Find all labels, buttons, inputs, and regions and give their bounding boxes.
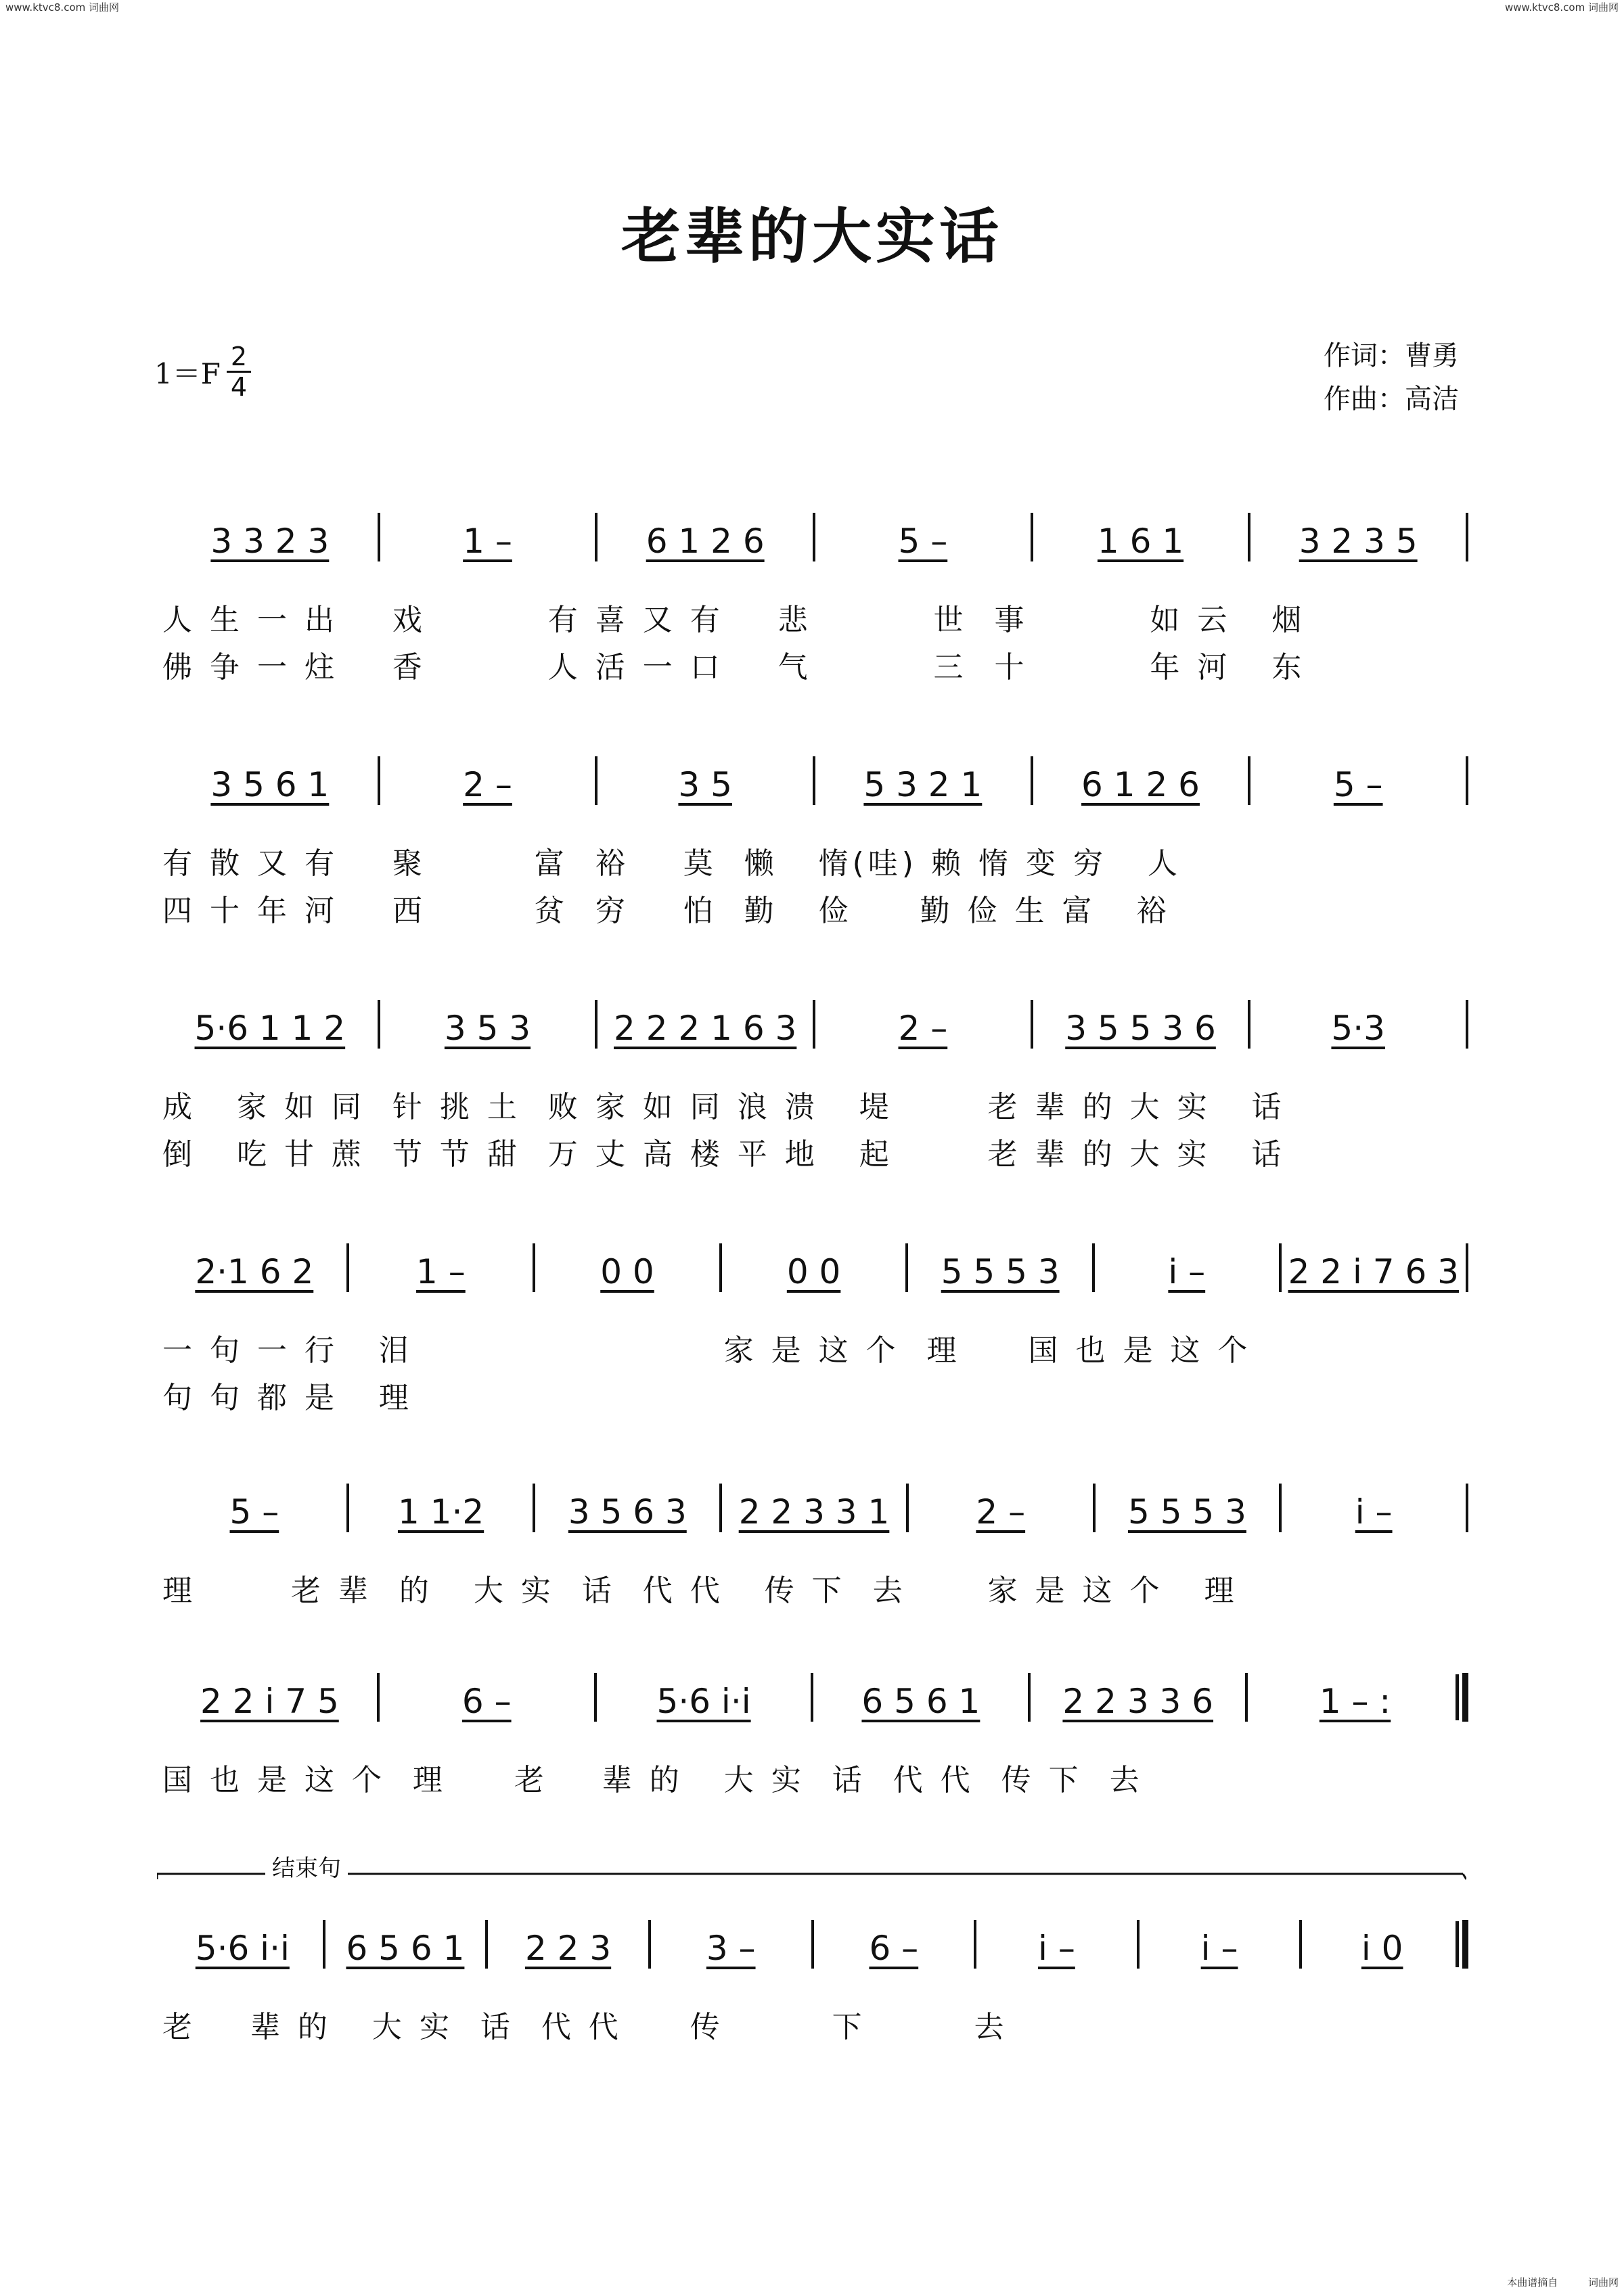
lyric-line-2: 倒 吃 甘 蔗 节 节 甜 万 丈 高 楼 平 地 起 老 辈 的 大 实 话 — [162, 1137, 1286, 1172]
measure: 6 1 2 6 — [646, 522, 765, 561]
measure: 1 1·2 — [397, 1492, 484, 1532]
lyric-line-2: 句 句 都 是 理 — [162, 1381, 413, 1415]
barline — [377, 1673, 380, 1722]
song-title: 老辈的大实话 — [621, 201, 1003, 271]
measure: 2 2 i 7 6 3 — [1288, 1252, 1459, 1291]
notation-row — [169, 988, 1475, 1049]
barline — [813, 513, 815, 561]
lyric-line-1: 国 也 是 这 个 理 老 辈 的 大 实 话 代 代 传 下 去 — [162, 1763, 1144, 1797]
barline — [1248, 756, 1250, 805]
lyricist-credit: 作词：曹勇 — [1324, 340, 1459, 371]
measure: 2 2 3 3 1 — [738, 1492, 890, 1532]
barline — [595, 756, 597, 805]
barline — [378, 756, 380, 805]
barline — [1466, 1243, 1468, 1292]
measure: 2·1 6 2 — [195, 1252, 314, 1291]
barline — [1031, 513, 1033, 561]
measure: i – — [1200, 1929, 1238, 1968]
notation-row — [169, 744, 1475, 805]
barline — [1092, 1243, 1095, 1292]
measure: 5·6 1 1 2 — [194, 1009, 346, 1048]
measure: 3 5 6 1 — [210, 765, 330, 804]
barline — [1299, 1920, 1302, 1969]
composer-credit: 作曲：高洁 — [1324, 384, 1459, 415]
score-system — [0, 1471, 1624, 1674]
barline — [1245, 1673, 1248, 1722]
barline — [1031, 756, 1033, 805]
lyric-line-1: 有 散 又 有 聚 富 裕 莫 懒 惰(哇) 赖 惰 变 穷 人 — [162, 846, 1181, 881]
barline — [813, 1000, 815, 1049]
notation-row — [169, 1908, 1475, 1969]
notation-row — [169, 1471, 1475, 1532]
barline — [719, 1484, 722, 1532]
header-left-watermark: www.ktvc8.com 词曲网 — [5, 1, 120, 14]
measure: 2 2 3 — [524, 1929, 612, 1968]
measure: 5 – — [898, 522, 948, 561]
barline — [485, 1920, 488, 1969]
barline — [594, 1673, 597, 1722]
measure: 6 – — [461, 1682, 512, 1721]
measure: 3 3 2 3 — [210, 522, 330, 561]
barline — [1028, 1673, 1031, 1722]
measure: 3 – — [706, 1929, 756, 1968]
barline — [533, 1484, 535, 1532]
lyric-line-1: 理 老 辈 的 大 实 话 代 代 传 下 去 家 是 这 个 理 — [162, 1574, 1238, 1608]
header-right-watermark: www.ktvc8.com 词曲网 — [1504, 1, 1619, 14]
barline — [595, 1000, 597, 1049]
measure: 6 – — [869, 1929, 919, 1968]
measure: 1 – : — [1319, 1682, 1391, 1721]
measure: 3 5 3 — [444, 1009, 531, 1048]
lyric-line-1: 一 句 一 行 泪 家 是 这 个 理 国 也 是 这 个 — [162, 1333, 1252, 1368]
barline — [1093, 1484, 1096, 1532]
score-system — [0, 1231, 1624, 1434]
measure: 6 1 2 6 — [1081, 765, 1200, 804]
measure: 2 2 i 7 5 — [200, 1682, 339, 1721]
measure: 1 6 1 — [1097, 522, 1184, 561]
measure: 0 0 — [786, 1252, 841, 1291]
time-signature — [227, 342, 251, 401]
final-barline — [1462, 1673, 1468, 1722]
measure: i 0 — [1361, 1929, 1403, 1968]
score-system — [0, 988, 1624, 1191]
footer — [1480, 2275, 1619, 2289]
lyric-line-2: 四 十 年 河 西 贫 穷 怕 勤 俭 勤 俭 生 富 裕 — [162, 894, 1171, 928]
footer-right: 词曲网 — [1587, 2276, 1619, 2289]
barline — [811, 1920, 814, 1969]
credits — [1324, 334, 1459, 421]
barline — [346, 1484, 349, 1532]
measure: 2 2 3 3 6 — [1062, 1682, 1214, 1721]
barline — [648, 1920, 651, 1969]
measure: 2 – — [976, 1492, 1026, 1532]
measure: 0 0 — [600, 1252, 654, 1291]
notation-row — [169, 1231, 1475, 1292]
measure: 3 5 — [678, 765, 732, 804]
barline — [1137, 1920, 1140, 1969]
time-signature-denominator: 4 — [230, 372, 248, 402]
score-system — [0, 501, 1624, 704]
measure: 6 5 6 1 — [861, 1682, 980, 1721]
measure: 5 3 2 1 — [863, 765, 983, 804]
measure: i – — [1355, 1492, 1393, 1532]
ending-label: 结束句 — [265, 1850, 348, 1883]
barline — [1279, 1243, 1282, 1292]
barline — [1466, 1000, 1468, 1049]
lyric-line-1: 老 辈 的 大 实 话 代 代 传 下 去 — [162, 2010, 1008, 2044]
lyric-line-2: 佛 争 一 炷 香 人 活 一 口 气 三 十 年 河 东 — [162, 650, 1306, 685]
barline — [719, 1243, 722, 1292]
barline — [905, 1243, 908, 1292]
barline — [346, 1243, 349, 1292]
measure: 1 – — [416, 1252, 466, 1291]
measure: 5·3 — [1331, 1009, 1385, 1048]
notation-row — [169, 501, 1475, 561]
barline — [811, 1673, 813, 1722]
notation-row — [169, 1661, 1475, 1722]
lyric-line-1: 成 家 如 同 针 挑 土 败 家 如 同 浪 溃 堤 老 辈 的 大 实 话 — [162, 1090, 1286, 1124]
barline — [1031, 1000, 1033, 1049]
barline — [813, 756, 815, 805]
score-system — [0, 1661, 1624, 1864]
barline — [974, 1920, 976, 1969]
key-signature: 1＝F — [154, 357, 221, 390]
barline — [1466, 1484, 1468, 1532]
barline — [906, 1484, 909, 1532]
footer-left: 本曲谱摘自 — [1507, 2276, 1558, 2289]
measure: 2 – — [898, 1009, 948, 1048]
measure: 5 – — [229, 1492, 279, 1532]
measure: 2 – — [463, 765, 512, 804]
time-signature-numerator: 2 — [227, 342, 251, 373]
barline — [1248, 1000, 1250, 1049]
barline — [533, 1243, 535, 1292]
barline — [378, 1000, 380, 1049]
barline — [595, 513, 597, 561]
measure: 6 5 6 1 — [346, 1929, 465, 1968]
lyric-line-1: 人 生 一 出 戏 有 喜 又 有 悲 世 事 如 云 烟 — [162, 603, 1306, 637]
measure: 5·6 i·i — [656, 1682, 751, 1721]
barline — [1279, 1484, 1282, 1532]
measure: 5 5 5 3 — [941, 1252, 1060, 1291]
measure: 1 – — [463, 522, 512, 561]
measure: 3 5 5 3 6 — [1065, 1009, 1216, 1048]
ending-bracket — [157, 1862, 1466, 1882]
barline — [323, 1920, 325, 1969]
measure: 3 5 6 3 — [568, 1492, 687, 1532]
measure: i – — [1168, 1252, 1206, 1291]
measure: 2 2 2 1 6 3 — [614, 1009, 797, 1048]
final-barline — [1462, 1920, 1468, 1969]
measure: 5·6 i·i — [195, 1929, 290, 1968]
measure: 5 5 5 3 — [1127, 1492, 1246, 1532]
measure: i – — [1038, 1929, 1075, 1968]
barline — [1248, 513, 1250, 561]
measure: 5 – — [1333, 765, 1383, 804]
barline — [378, 513, 380, 561]
barline — [1466, 513, 1468, 561]
barline — [1466, 756, 1468, 805]
score-system — [0, 1908, 1624, 2111]
measure: 3 2 3 5 — [1299, 522, 1418, 561]
score-system — [0, 744, 1624, 947]
